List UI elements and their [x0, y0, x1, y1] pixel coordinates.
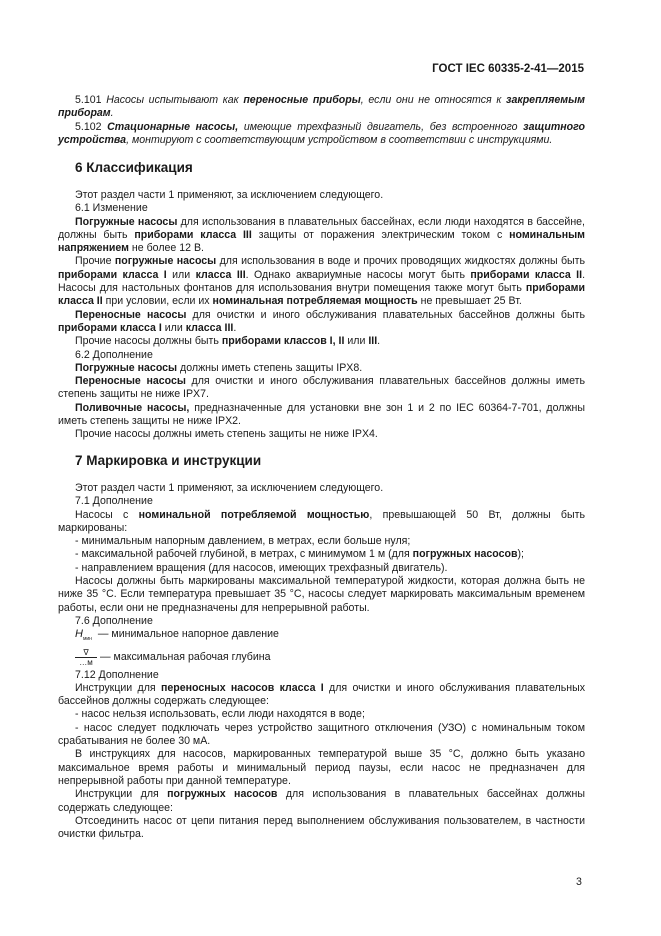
text-run: В инструкциях для насосов, маркированных температурой выше 35 °С, должно быть указано максимальное время работы и минимальный период паузы, если насос не предназначен для непрерывной работы при данной температуре.	[58, 748, 585, 787]
intro-block	[58, 94, 585, 147]
section-6-body	[58, 189, 585, 442]
text-run: для использования в плавательных бассейнах должны содержать следующее:	[58, 788, 585, 814]
paragraph	[58, 216, 585, 256]
emphasized-term: приборами класса I	[58, 268, 167, 281]
emphasized-term: приборами класса I	[58, 321, 162, 334]
emphasized-term: погружных насосов	[412, 548, 518, 561]
section-7-part-b	[58, 669, 585, 842]
text-run: Инструкции для	[75, 788, 168, 801]
emphasized-term: защитного устройства	[58, 120, 585, 146]
paragraph	[58, 562, 585, 575]
paragraph	[58, 309, 585, 336]
emphasized-term: Переносные насосы	[75, 375, 186, 388]
document-header: ГОСТ IEC 60335-2-41—2015	[432, 63, 584, 75]
paragraph	[58, 548, 585, 561]
text-run: - направлением вращения (для насосов, имеющих трехфазный двигатель).	[75, 561, 448, 574]
symbol-h-text: — минимальное напорное давление	[94, 628, 279, 641]
paragraph	[58, 189, 585, 202]
emphasized-term: погружных насосов	[167, 788, 278, 801]
text-run: 7.6 Дополнение	[75, 614, 153, 627]
emphasized-term: , монтируют с соответствующим устройством в соответствии с инструкциями.	[126, 133, 553, 146]
emphasized-term: Погружные насосы	[75, 215, 178, 228]
text-run: при условии, если их	[102, 295, 213, 308]
depth-symbol-bottom: …м	[79, 658, 93, 668]
text-run: Прочие насосы должны быть	[75, 335, 222, 348]
page-number: 3	[576, 876, 582, 888]
text-run: . Однако аквариумные насосы могут быть	[245, 268, 471, 281]
text-run: защиты от поражения электрическим током с	[251, 228, 510, 241]
emphasized-term: приборами класса III	[134, 228, 252, 241]
emphasized-term: погружные насосы	[114, 255, 217, 268]
section-7-body	[58, 482, 585, 841]
text-run: не более 12 В.	[128, 242, 204, 255]
text-run: Этот раздел части 1 применяют, за исключением следующего.	[75, 482, 384, 494]
text-run: 6.2 Дополнение	[75, 348, 153, 361]
text-run: Насосы с	[75, 508, 139, 521]
text-run: Этот раздел части 1 применяют, за исключением следующего.	[75, 189, 384, 201]
paragraph	[58, 428, 585, 441]
text-run: для очистки и иного обслуживания плавательных бассейнов должны иметь степень защиты не ниже IPX7.	[58, 375, 585, 401]
emphasized-term: Насосы испытывают как	[106, 94, 244, 106]
text-run: - минимальным напорным давлением, в метрах, если больше нуля;	[75, 535, 411, 548]
text-run: , превышающей 50 Вт, должны быть маркированы:	[58, 508, 585, 534]
emphasized-term: приборами классов I, II	[221, 335, 345, 348]
section-7-part-a	[58, 482, 585, 628]
text-run: 5.101	[75, 94, 107, 106]
text-run: Прочие	[75, 255, 115, 268]
emphasized-term: .	[110, 107, 114, 120]
emphasized-term: III	[368, 335, 378, 348]
text-run: должны иметь степень защиты IPX8.	[177, 361, 363, 374]
emphasized-term: приборами класса II	[58, 282, 585, 308]
emphasized-term: номинальной потребляемой мощностью	[138, 508, 370, 521]
paragraph	[58, 788, 585, 815]
symbol-min-head	[75, 628, 585, 646]
text-run: - насос нельзя использовать, если люди находятся в воде;	[75, 708, 365, 721]
text-run: 6.1 Изменение	[75, 202, 148, 215]
text-run: предназначенные для установки вне зон 1 и 2 по IEC 60364-7-701, должны иметь степень защиты не ниже IPX2.	[58, 401, 586, 428]
section-7-heading: 7 Маркировка и инструкции	[75, 453, 262, 468]
paragraph	[58, 669, 585, 682]
paragraph	[58, 335, 585, 348]
emphasized-term: Переносные насосы	[75, 308, 187, 321]
emphasized-term: переносных насосов класса I	[160, 681, 324, 694]
paragraph	[58, 375, 585, 402]
text-run: );	[517, 548, 524, 561]
text-run: для использования в плавательных бассейнах, если люди находятся в бассейне, должны быть	[58, 215, 585, 241]
paragraph	[58, 202, 585, 215]
paragraph	[58, 722, 585, 749]
text-run: 7.1 Дополнение	[75, 495, 153, 508]
paragraph	[58, 575, 585, 615]
emphasized-term: Стационарные насосы,	[107, 120, 239, 133]
text-run: Прочие насосы должны иметь степень защиты не ниже IPX4.	[75, 428, 378, 441]
paragraph	[58, 708, 585, 721]
text-run: для очистки и иного обслуживания плавательных бассейнов должны быть	[186, 308, 585, 321]
paragraph	[58, 615, 585, 628]
emphasized-term: переносные приборы	[243, 94, 361, 106]
paragraph	[58, 495, 585, 508]
text-run: - насос следует подключать через устройство защитного отключения (УЗО) с номинальным током срабатывания не более 30 мА.	[58, 721, 585, 748]
paragraph	[58, 402, 585, 429]
emphasized-term: номинальным напряжением	[58, 228, 585, 255]
text-run: . Насосы для настольных фонтанов для использования внутри помещения также могут быть	[58, 268, 586, 295]
emphasized-term: приборами класса II	[470, 268, 583, 281]
emphasized-term: класса III	[185, 321, 234, 334]
paragraph	[58, 509, 585, 536]
section-6-heading: 6 Классификация	[75, 160, 193, 175]
text-run: .	[377, 335, 381, 348]
text-run: или	[344, 335, 369, 348]
paragraph	[58, 121, 585, 148]
paragraph	[58, 349, 585, 362]
text-run: для использования в воде и прочих проводящих жидкостях должны быть	[216, 255, 585, 268]
paragraph	[58, 682, 585, 709]
text-run: или	[161, 321, 186, 334]
emphasized-term: Погружные насосы	[75, 361, 178, 374]
text-run: Отсоединить насос от цепи питания перед выполнением обслуживания пользователем, в частности очистки фильтра.	[58, 814, 585, 841]
emphasized-term: номинальная потребляемая мощность	[212, 295, 418, 308]
text-run: 7.12 Дополнение	[75, 668, 159, 681]
text-run: или	[166, 268, 196, 281]
text-run: Инструкции для	[75, 681, 161, 694]
paragraph	[58, 94, 585, 121]
paragraph	[58, 255, 585, 308]
paragraph	[58, 535, 585, 548]
paragraph	[58, 482, 585, 495]
symbol-depth-text: — максимальная рабочая глубина	[100, 650, 271, 663]
text-run: не превышает 25 Вт.	[417, 295, 522, 308]
emphasized-term: , если они не относятся к	[360, 94, 507, 106]
emphasized-term: класса III	[195, 268, 246, 281]
emphasized-term: закрепляемым приборам	[58, 94, 585, 120]
symbol-max-depth	[75, 647, 585, 669]
text-run: - максимальной рабочей глубиной, в метрах, с минимумом 1 м (для	[75, 548, 413, 561]
depth-symbol-top: ∇	[75, 648, 97, 658]
depth-fraction-icon	[75, 648, 97, 667]
text-run: 5.102	[75, 120, 108, 133]
symbol-h-letter: H	[75, 628, 83, 641]
paragraph	[58, 362, 585, 375]
text-run: .	[233, 321, 237, 334]
paragraph	[58, 815, 585, 842]
emphasized-term: Поливочные насосы,	[75, 401, 190, 414]
text-run: для очистки и иного обслуживания плавательных бассейнов должны содержать следующее:	[58, 681, 585, 708]
symbol-h-subscript: мин	[82, 636, 92, 643]
emphasized-term: имеющие трехфазный двигатель, без встроенного	[238, 120, 524, 133]
text-run: Насосы должны быть маркированы максимальной температурой жидкости, которая должна быть не ниже 35 °С. Если температура превышает 35 °С, насосы следует маркировать максимальным временем работы, если они не предназначены для непрерывной работы.	[58, 575, 585, 614]
paragraph	[58, 748, 585, 788]
